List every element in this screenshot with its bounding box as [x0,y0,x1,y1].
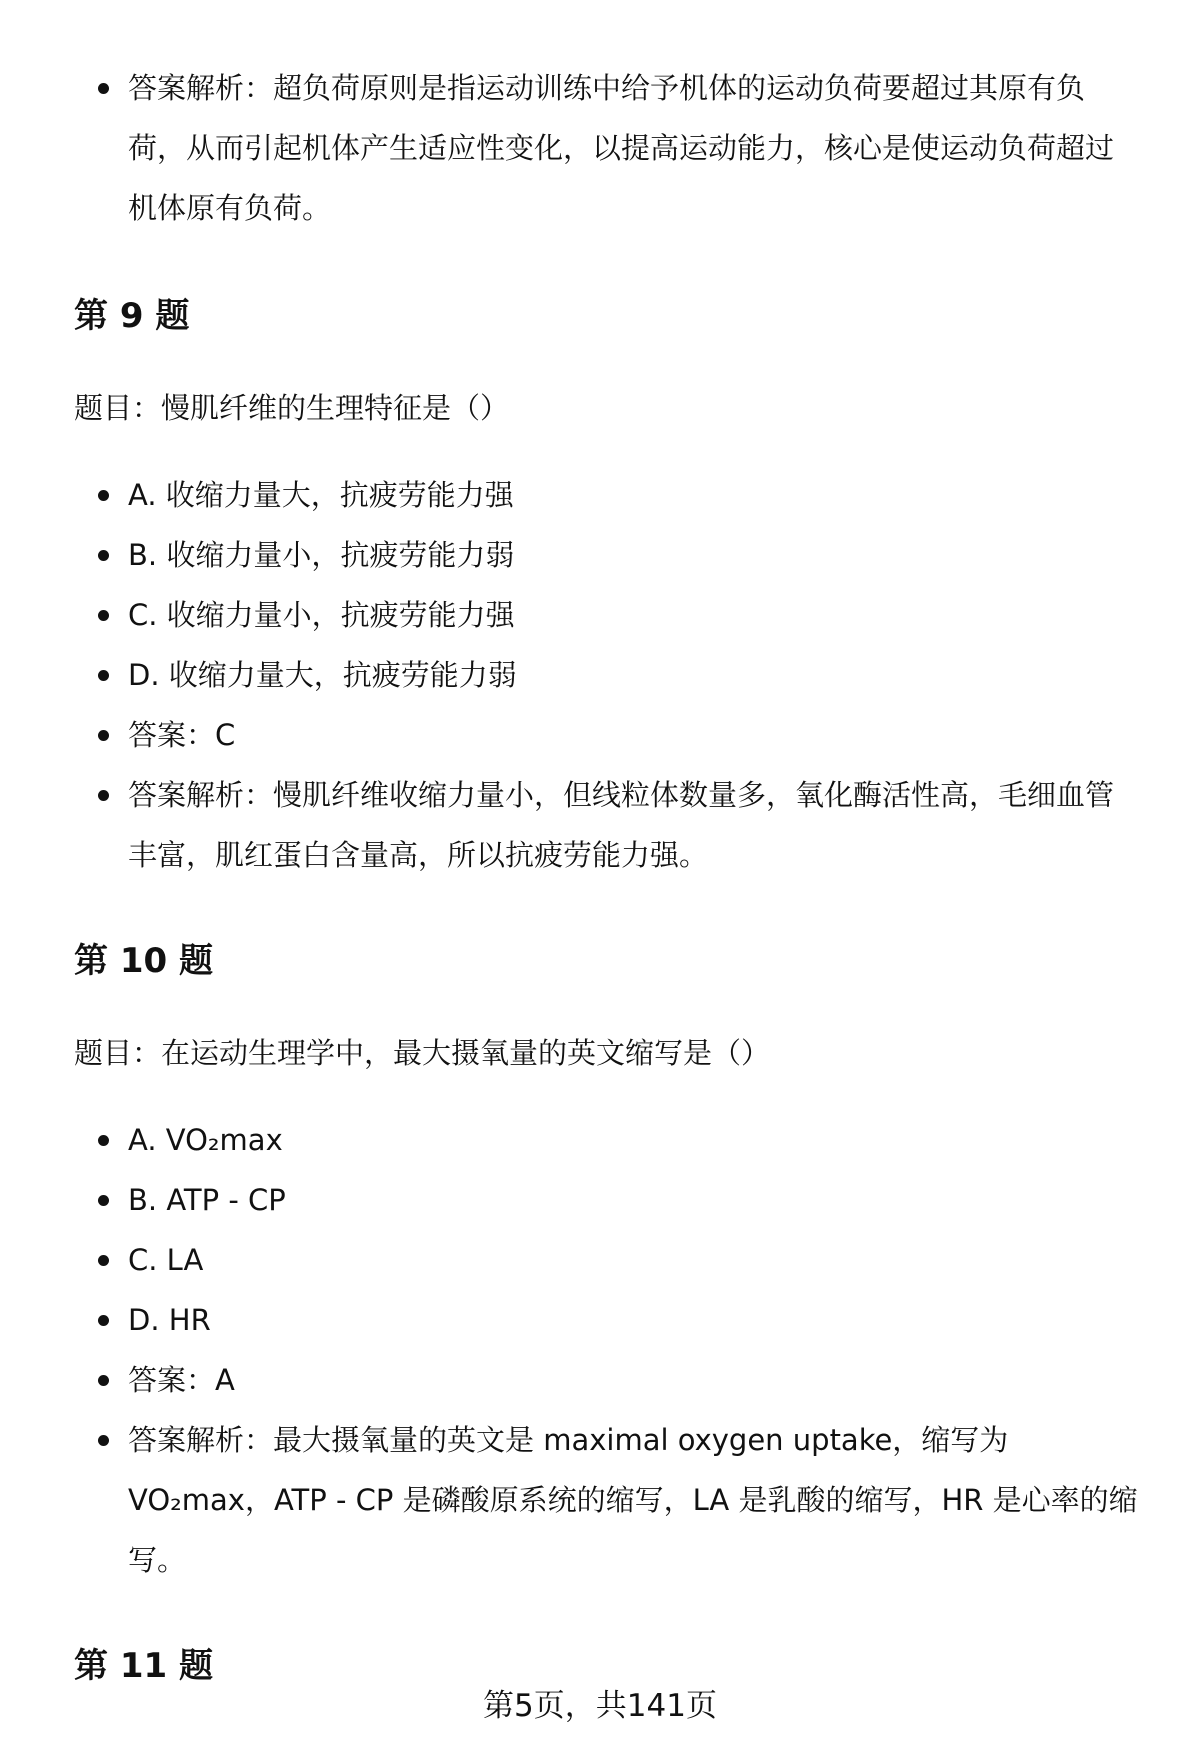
option-text: B. ATP - CP [128,1183,286,1217]
bullet-dot-icon [98,730,109,741]
question-heading: 第 9 题 [74,296,190,336]
page-number-footer: 第5页，共141页 [483,1688,717,1724]
question-options [0,1110,1200,1590]
bullet-dot-icon [98,1315,109,1326]
question-heading: 第 11 题 [74,1646,213,1686]
answer-item [0,1350,1200,1410]
bullet-dot-icon [98,1435,109,1446]
explanation-text: 答案解析：超负荷原则是指运动训练中给予机体的运动负荷要超过其原有负荷，从而引起机体产生适应性变化，以提高运动能力，核心是使运动负荷超过机体原有负荷。 [128,71,1115,225]
option-text: A. VO₂max [128,1123,283,1157]
bullet-dot-icon [98,1195,109,1206]
option-item [0,1230,1200,1290]
prev-explanation-block [0,58,1200,238]
bullet-dot-icon [98,1135,109,1146]
question-stem: 题目：在运动生理学中，最大摄氧量的英文缩写是（） [74,1036,771,1070]
bullet-dot-icon [98,83,109,94]
bullet-dot-icon [98,550,109,561]
option-text: A. 收缩力量大，抗疲劳能力强 [128,478,514,512]
option-item [0,1290,1200,1350]
option-item [0,525,1200,585]
option-item [0,1110,1200,1170]
bullet-dot-icon [98,610,109,621]
option-item [0,585,1200,645]
bullet-dot-icon [98,670,109,681]
option-text: D. 收缩力量大，抗疲劳能力弱 [128,658,517,692]
explanation-item [0,1410,1200,1590]
bullet-dot-icon [98,490,109,501]
bullet-dot-icon [98,790,109,801]
option-text: C. LA [128,1243,204,1277]
list-item [0,58,1200,238]
explanation-text: 答案解析：慢肌纤维收缩力量小，但线粒体数量多，氧化酶活性高，毛细血管丰富，肌红蛋白含量高，所以抗疲劳能力强。 [128,778,1115,872]
answer-item [0,705,1200,765]
option-item [0,465,1200,525]
question-options [0,465,1200,885]
explanation-item [0,765,1200,885]
option-text: B. 收缩力量小，抗疲劳能力弱 [128,538,515,572]
explanation-text: 答案解析：最大摄氧量的英文是 maximal oxygen uptake，缩写为 VO₂max，ATP - CP 是磷酸原系统的缩写，LA 是乳酸的缩写，HR 是心率的缩写。 [128,1423,1138,1577]
option-text: D. HR [128,1303,211,1337]
option-text: C. 收缩力量小，抗疲劳能力强 [128,598,515,632]
answer-text: 答案：A [128,1363,235,1397]
answer-text: 答案：C [128,718,236,752]
bullet-dot-icon [98,1375,109,1386]
option-item [0,645,1200,705]
question-heading: 第 10 题 [74,941,213,981]
option-item [0,1170,1200,1230]
bullet-dot-icon [98,1255,109,1266]
question-stem: 题目：慢肌纤维的生理特征是（） [74,391,510,425]
